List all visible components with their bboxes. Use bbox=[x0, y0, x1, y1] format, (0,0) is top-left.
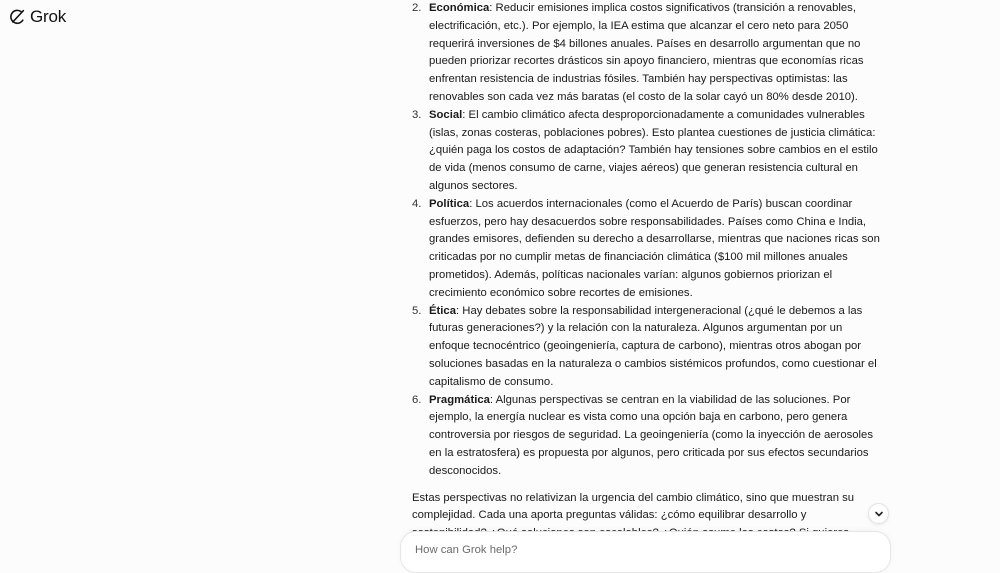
list-number: 2. bbox=[412, 2, 422, 14]
response-content bbox=[412, 0, 882, 572]
list-item bbox=[412, 392, 882, 481]
chevron-down-icon bbox=[874, 509, 884, 519]
brand-name: Grok bbox=[30, 7, 67, 26]
summary-paragraph: Estas perspectivas no relativizan la urgencia del cambio climático, sino que muestran su complejidad. Cada una aporta preguntas válidas: ¿cómo equilibrar desarrollo y bbox=[412, 491, 855, 522]
grok-logo-icon bbox=[8, 8, 26, 26]
item-text: : El cambio climático afecta desproporcionadamente a comunidades vulnerables (islas, zonas costeras, poblaciones pobres). Esto plantea cuestiones de justicia climática: ¿quién paga los costos de adaptación? También hay tensiones sobre cambios en el estilo de vida (menos consumo de carne, viajes aéreos) que generan resistencia cultural en algunos sectores. bbox=[429, 108, 878, 192]
list-number: 5. bbox=[412, 304, 422, 317]
scroll-down-button[interactable] bbox=[868, 503, 889, 524]
item-text: : Reducir emisiones implica costos significativos (transición a renovables, electrificación, etc.). Por ejemplo, la IEA estima que alcanzar el cero neto para 2050 requerirá inversiones de $4 billones anuales. Países en desarrollo argumentan que no pueden priorizar recortes drásticos sin apoyo financiero, mientras que economías ricas enfrentan resistencia de industrias fósiles. También hay perspectivas optimistas: las renovables son cada vez más baratas (el costo de la solar cayó un 80% desde 2010). bbox=[429, 2, 864, 103]
list-number: 4. bbox=[412, 197, 422, 210]
chat-input[interactable] bbox=[413, 543, 857, 557]
item-title: Política bbox=[429, 197, 470, 210]
item-text: : Hay debates sobre la responsabilidad intergeneracional (¿qué le debemos a las futuras generaciones?) y la relación con la naturaleza. Algunos argumentan por un enfoque tecnocéntrico (geoingeniería, captura de carbono), mientras otros abogan por soluciones basadas en la naturaleza o cambios sistémicos profundos, como cuestionar el capitalismo de consumo. bbox=[429, 304, 877, 388]
list-number: 6. bbox=[412, 393, 422, 406]
grok-logo[interactable] bbox=[8, 7, 66, 27]
list-item bbox=[412, 303, 882, 392]
list-item bbox=[412, 196, 882, 303]
item-title: Ética bbox=[429, 304, 457, 317]
list-item bbox=[412, 107, 882, 196]
list-item bbox=[412, 0, 882, 107]
chat-input-box[interactable] bbox=[400, 531, 891, 573]
list-number: 3. bbox=[412, 108, 422, 121]
item-title: Económica bbox=[429, 2, 490, 14]
perspectives-list bbox=[412, 0, 882, 481]
item-title: Pragmática bbox=[429, 393, 490, 406]
item-title: Social bbox=[429, 108, 463, 121]
item-text: : Algunas perspectivas se centran en la viabilidad de las soluciones. Por ejemplo, la energía nuclear es vista como una opción baja en carbono, pero genera controversia por riesgos de seguridad. La geoingeniería (como la inyección de aerosoles en la estratosfera) es propuesta por algunos, pero criticada por sus efectos secundarios desconocidos. bbox=[429, 393, 873, 477]
item-text: : Los acuerdos internacionales (como el Acuerdo de París) buscan coordinar esfuerzos, pero hay desacuerdos sobre responsabilidades. Países como China e India, grandes emisores, defienden su derecho a desarrollarse, mientras que naciones ricas son criticadas por no cumplir metas de financiación climática ($100 mil millones anuales prometidos). Además, políticas nacionales varían: algunos gobiernos priorizan el crecimiento económico sobre recortes de emisiones. bbox=[429, 197, 880, 299]
